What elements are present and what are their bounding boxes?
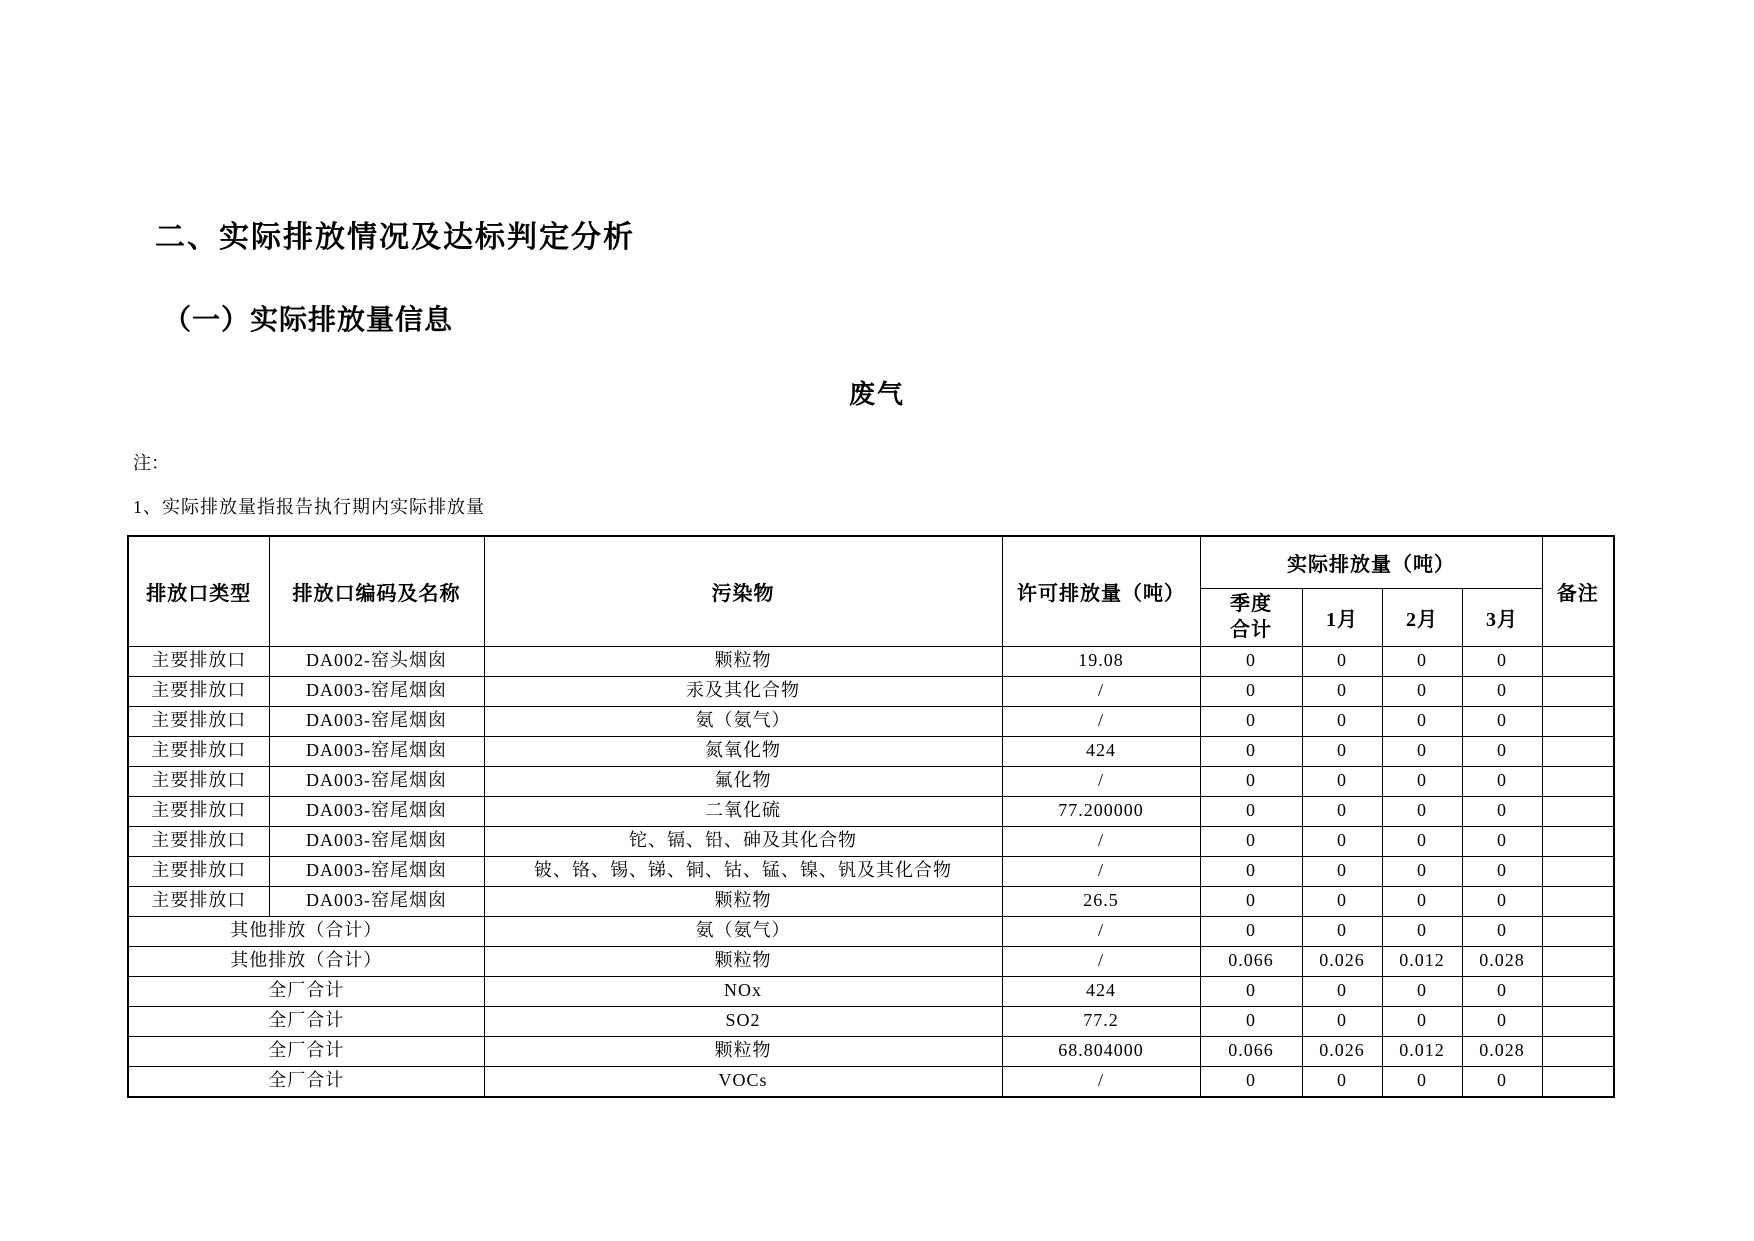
cell-permitted-amount: / [1002,1066,1200,1097]
cell-month-3: 0 [1462,826,1542,856]
cell-outlet-code: DA003-窑尾烟囱 [269,736,484,766]
cell-permitted-amount: 19.08 [1002,646,1200,676]
cell-outlet-code: DA003-窑尾烟囱 [269,856,484,886]
cell-month-1: 0 [1302,676,1382,706]
col-header-month-1: 1月 [1302,588,1382,646]
cell-permitted-amount: 424 [1002,976,1200,1006]
table-row [128,766,1614,796]
cell-quarter-total: 0 [1200,766,1302,796]
cell-pollutant: 氮氧化物 [484,736,1002,766]
cell-month-3: 0 [1462,1066,1542,1097]
note-line-1: 1、实际排放量指报告执行期内实际排放量 [133,497,485,517]
cell-pollutant: VOCs [484,1066,1002,1097]
cell-outlet-code: DA003-窑尾烟囱 [269,676,484,706]
cell-quarter-total: 0 [1200,916,1302,946]
cell-remark [1542,796,1614,826]
cell-remark [1542,826,1614,856]
cell-pollutant: 氨（氨气） [484,916,1002,946]
cell-month-3: 0 [1462,706,1542,736]
cell-permitted-amount: 77.200000 [1002,796,1200,826]
note-label: 注： [133,453,169,473]
cell-permitted-amount: 77.2 [1002,1006,1200,1036]
cell-remark [1542,976,1614,1006]
table-row [128,646,1614,676]
cell-quarter-total: 0.066 [1200,946,1302,976]
table-row [128,1036,1614,1066]
cell-remark [1542,676,1614,706]
cell-quarter-total: 0 [1200,976,1302,1006]
cell-permitted-amount: / [1002,946,1200,976]
col-header-quarter-total [1200,588,1302,646]
table-row [128,676,1614,706]
cell-month-2: 0.012 [1382,946,1462,976]
cell-outlet-code: DA003-窑尾烟囱 [269,706,484,736]
cell-month-3: 0 [1462,796,1542,826]
cell-month-3: 0.028 [1462,946,1542,976]
cell-month-3: 0 [1462,646,1542,676]
cell-month-3: 0.028 [1462,1036,1542,1066]
cell-remark [1542,706,1614,736]
cell-permitted-amount: 424 [1002,736,1200,766]
subsection-heading: （一）实际排放量信息 [163,305,454,336]
cell-quarter-total: 0 [1200,706,1302,736]
cell-quarter-total: 0.066 [1200,1036,1302,1066]
cell-remark [1542,736,1614,766]
cell-month-2: 0 [1382,1006,1462,1036]
table-row [128,886,1614,916]
cell-month-1: 0 [1302,646,1382,676]
cell-outlet-code: DA003-窑尾烟囱 [269,886,484,916]
cell-outlet-code: DA003-窑尾烟囱 [269,826,484,856]
cell-month-1: 0.026 [1302,1036,1382,1066]
cell-permitted-amount: / [1002,826,1200,856]
cell-month-3: 0 [1462,916,1542,946]
cell-pollutant: 颗粒物 [484,886,1002,916]
cell-outlet-type: 主要排放口 [128,736,269,766]
cell-quarter-total: 0 [1200,646,1302,676]
cell-quarter-total: 0 [1200,1006,1302,1036]
cell-outlet-type: 全厂合计 [128,1036,484,1066]
cell-month-3: 0 [1462,766,1542,796]
cell-remark [1542,646,1614,676]
cell-remark [1542,1036,1614,1066]
table-row [128,916,1614,946]
cell-outlet-code: DA003-窑尾烟囱 [269,796,484,826]
cell-month-2: 0 [1382,886,1462,916]
quarter-total-label: 季度合计 [1230,593,1272,641]
cell-month-1: 0 [1302,886,1382,916]
cell-outlet-code: DA002-窑头烟囱 [269,646,484,676]
cell-month-3: 0 [1462,1006,1542,1036]
cell-remark [1542,916,1614,946]
col-header-month-2: 2月 [1382,588,1462,646]
cell-pollutant: 颗粒物 [484,646,1002,676]
cell-outlet-type: 主要排放口 [128,706,269,736]
cell-outlet-type: 主要排放口 [128,766,269,796]
cell-outlet-type: 全厂合计 [128,976,484,1006]
cell-month-1: 0 [1302,856,1382,886]
cell-remark [1542,856,1614,886]
cell-remark [1542,886,1614,916]
cell-month-2: 0 [1382,706,1462,736]
cell-month-1: 0 [1302,736,1382,766]
cell-remark [1542,766,1614,796]
cell-month-3: 0 [1462,856,1542,886]
cell-month-1: 0 [1302,706,1382,736]
cell-month-1: 0 [1302,1006,1382,1036]
cell-remark [1542,946,1614,976]
cell-outlet-code: DA003-窑尾烟囱 [269,766,484,796]
cell-outlet-type: 主要排放口 [128,796,269,826]
col-header-permitted-amount: 许可排放量（吨） [1002,536,1200,646]
cell-pollutant: 二氧化硫 [484,796,1002,826]
table-caption: 废气 [848,380,905,409]
cell-month-2: 0 [1382,736,1462,766]
cell-month-2: 0 [1382,796,1462,826]
cell-month-2: 0 [1382,826,1462,856]
cell-month-1: 0 [1302,826,1382,856]
cell-month-2: 0 [1382,766,1462,796]
cell-permitted-amount: 26.5 [1002,886,1200,916]
cell-month-1: 0 [1302,1066,1382,1097]
cell-outlet-type: 主要排放口 [128,676,269,706]
cell-month-3: 0 [1462,736,1542,766]
cell-outlet-type: 主要排放口 [128,886,269,916]
table-row [128,736,1614,766]
cell-permitted-amount: 68.804000 [1002,1036,1200,1066]
cell-month-3: 0 [1462,676,1542,706]
cell-quarter-total: 0 [1200,886,1302,916]
table-row [128,976,1614,1006]
cell-quarter-total: 0 [1200,796,1302,826]
cell-month-2: 0 [1382,1066,1462,1097]
cell-outlet-type: 主要排放口 [128,856,269,886]
col-header-outlet-type: 排放口类型 [128,536,269,646]
cell-month-2: 0.012 [1382,1036,1462,1066]
cell-month-2: 0 [1382,856,1462,886]
cell-permitted-amount: / [1002,676,1200,706]
cell-pollutant: 颗粒物 [484,1036,1002,1066]
cell-outlet-type: 主要排放口 [128,646,269,676]
cell-quarter-total: 0 [1200,1066,1302,1097]
table-row [128,946,1614,976]
cell-pollutant: 汞及其化合物 [484,676,1002,706]
table-row [128,856,1614,886]
cell-pollutant: NOx [484,976,1002,1006]
col-header-month-3: 3月 [1462,588,1542,646]
cell-quarter-total: 0 [1200,826,1302,856]
cell-month-2: 0 [1382,916,1462,946]
col-header-actual-amount-group: 实际排放量（吨） [1200,536,1542,588]
cell-quarter-total: 0 [1200,736,1302,766]
cell-permitted-amount: / [1002,706,1200,736]
table-row [128,706,1614,736]
table-row [128,1066,1614,1097]
cell-outlet-type: 全厂合计 [128,1006,484,1036]
col-header-remark: 备注 [1542,536,1614,646]
cell-month-2: 0 [1382,976,1462,1006]
cell-month-1: 0 [1302,976,1382,1006]
cell-pollutant: 铍、铬、锡、锑、铜、钴、锰、镍、钒及其化合物 [484,856,1002,886]
table-row [128,1006,1614,1036]
cell-month-1: 0 [1302,916,1382,946]
table-row [128,826,1614,856]
cell-outlet-type: 其他排放（合计） [128,916,484,946]
cell-pollutant: 铊、镉、铅、砷及其化合物 [484,826,1002,856]
cell-month-2: 0 [1382,646,1462,676]
cell-outlet-type: 其他排放（合计） [128,946,484,976]
cell-month-3: 0 [1462,976,1542,1006]
cell-pollutant: SO2 [484,1006,1002,1036]
cell-permitted-amount: / [1002,856,1200,886]
header-row-1 [128,536,1614,588]
cell-month-2: 0 [1382,676,1462,706]
cell-remark [1542,1006,1614,1036]
cell-pollutant: 氟化物 [484,766,1002,796]
table-row [128,796,1614,826]
cell-outlet-type: 全厂合计 [128,1066,484,1097]
cell-quarter-total: 0 [1200,676,1302,706]
col-header-pollutant: 污染物 [484,536,1002,646]
cell-month-1: 0 [1302,766,1382,796]
cell-month-3: 0 [1462,886,1542,916]
emissions-table [127,535,1615,1098]
cell-pollutant: 氨（氨气） [484,706,1002,736]
cell-month-1: 0.026 [1302,946,1382,976]
cell-pollutant: 颗粒物 [484,946,1002,976]
cell-month-1: 0 [1302,796,1382,826]
cell-permitted-amount: / [1002,766,1200,796]
cell-outlet-type: 主要排放口 [128,826,269,856]
section-heading: 二、实际排放情况及达标判定分析 [155,221,635,254]
cell-quarter-total: 0 [1200,856,1302,886]
cell-remark [1542,1066,1614,1097]
col-header-outlet-code: 排放口编码及名称 [269,536,484,646]
cell-permitted-amount: / [1002,916,1200,946]
